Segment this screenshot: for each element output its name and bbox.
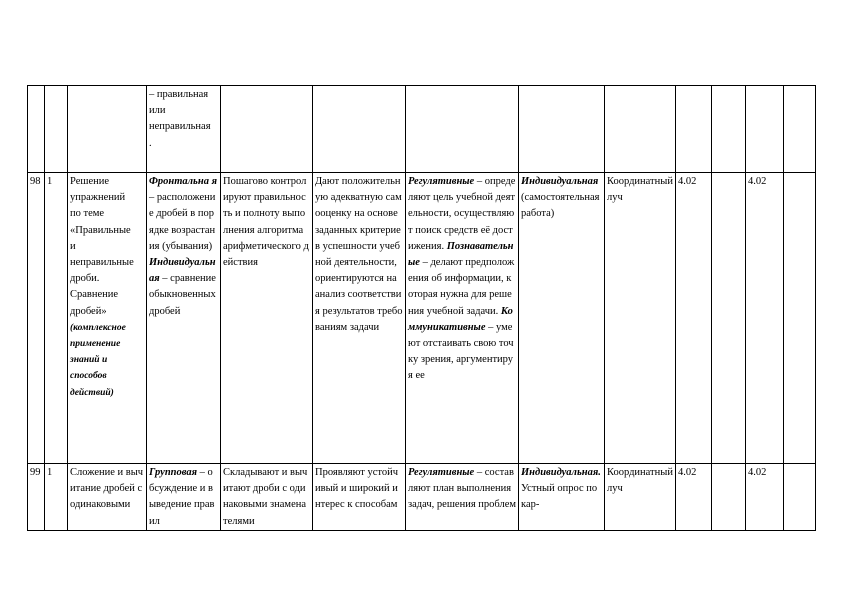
method-line: . xyxy=(149,137,152,149)
cell-uud xyxy=(406,173,519,464)
lesson-plan-table xyxy=(27,85,816,531)
uud-regulative-label: Регулятивные xyxy=(408,176,475,187)
cell-personal-results: Проявляют устойчивый и широкий интерес к способам xyxy=(313,464,406,531)
cell-date-fact xyxy=(746,86,784,173)
cell-num: 99 xyxy=(28,464,45,531)
cell-uud xyxy=(406,86,519,173)
cell-subject-results xyxy=(221,86,313,173)
topic-line: «Правильные xyxy=(70,224,131,236)
topic-line: неправильные xyxy=(70,257,134,269)
lesson-type-line: действий) xyxy=(70,387,114,398)
cell-num: 98 xyxy=(28,173,45,464)
cell-topic xyxy=(68,173,147,464)
table-row-continued xyxy=(28,86,816,173)
cell-personal-results: Дают положительную адекватную самооценку на основе заданных критериев успешности учебной деятельности, ориентируются на анализ соответствия результатов требованиям задачи xyxy=(313,173,406,464)
cell-control xyxy=(519,86,605,173)
group-work-label: Групповая xyxy=(149,467,198,478)
cell-activity xyxy=(147,173,221,464)
topic-line: Сравнение xyxy=(70,289,119,301)
cell-date-plan xyxy=(676,86,712,173)
cell-subject-results: Складывают и вычитают дроби с одинаковыми знаменателями xyxy=(221,464,313,531)
cell-hours xyxy=(45,86,68,173)
control-form-text: (самостоятельная работа) xyxy=(521,192,600,220)
cell-equipment: Координатный луч xyxy=(605,173,676,464)
uud-regulative-text: – определяют цель учебной деятельности, осуществляют поиск средств её достижения. xyxy=(408,176,516,252)
cell-equipment: Координатный луч xyxy=(605,464,676,531)
control-form-label: Индивидуальная xyxy=(521,176,599,187)
uud-communicative-text: – умеют отстаивать свою точку зрения, аргументируя ее xyxy=(408,321,514,382)
cell-date-fact: 4.02 xyxy=(746,173,784,464)
cell-empty xyxy=(784,173,816,464)
cell-empty xyxy=(784,86,816,173)
lesson-type-line: применение xyxy=(70,339,121,350)
method-line: – правильная xyxy=(149,89,209,100)
uud-cognitive-text: – делают предположения об информации, которая нужна для решения учебной задачи. xyxy=(408,257,515,317)
uud-regulative-text: – составляют план выполнения задач, решения проблем xyxy=(408,467,517,511)
cell-control xyxy=(519,464,605,531)
topic-line: по теме xyxy=(70,208,105,220)
cell-topic xyxy=(68,86,147,173)
cell-topic: Сложение и вычитание дробей с одинаковыми xyxy=(68,464,147,531)
method-line: неправильная xyxy=(149,121,211,133)
frontal-work-text: – расположение дробей в порядке возрастания (убывания) xyxy=(149,192,216,252)
cell-hours: 1 xyxy=(45,173,68,464)
cell-empty xyxy=(784,464,816,531)
topic-line: упражнений xyxy=(70,192,126,204)
table-row-99 xyxy=(28,464,816,531)
uud-communicative-label: Коммуникативные xyxy=(408,305,513,333)
uud-cognitive-label: Познавательные xyxy=(408,240,514,269)
table-row-98 xyxy=(28,173,816,464)
frontal-work-label: Фронтальна я xyxy=(149,176,217,187)
individual-work-text: – сравнение обыкновенных дробей xyxy=(149,273,216,317)
cell-personal-results xyxy=(313,86,406,173)
lesson-type-line: (комплексное xyxy=(70,322,126,333)
control-form-text: Устный опрос по кар- xyxy=(521,483,598,511)
lesson-type-line: способов xyxy=(70,371,107,382)
control-form-label: Индивидуальная. xyxy=(521,467,601,478)
cell-empty xyxy=(712,173,746,464)
cell-empty xyxy=(712,86,746,173)
cell-num xyxy=(28,86,45,173)
individual-work-label: Индивидуальная xyxy=(149,257,216,285)
cell-control xyxy=(519,173,605,464)
topic-line: дробей» xyxy=(70,305,107,317)
cell-uud xyxy=(406,464,519,531)
topic-line: и xyxy=(70,240,76,252)
topic-line: дроби. xyxy=(70,273,100,285)
cell-activity xyxy=(147,86,221,173)
cell-date-fact: 4.02 xyxy=(746,464,784,531)
topic-line: Решение xyxy=(70,176,110,187)
cell-date-plan: 4.02 xyxy=(676,173,712,464)
cell-date-plan: 4.02 xyxy=(676,464,712,531)
cell-empty xyxy=(712,464,746,531)
cell-activity xyxy=(147,464,221,531)
cell-subject-results: Пошагово контролируют правильность и полноту выполнения алгоритма арифметического действия xyxy=(221,173,313,464)
lesson-type-line: знаний и xyxy=(70,355,108,366)
uud-regulative-label: Регулятивные xyxy=(408,467,475,478)
group-work-text: – обсуждение и выведение правил xyxy=(149,467,215,527)
cell-hours: 1 xyxy=(45,464,68,531)
cell-equipment xyxy=(605,86,676,173)
method-line: или xyxy=(149,105,166,117)
